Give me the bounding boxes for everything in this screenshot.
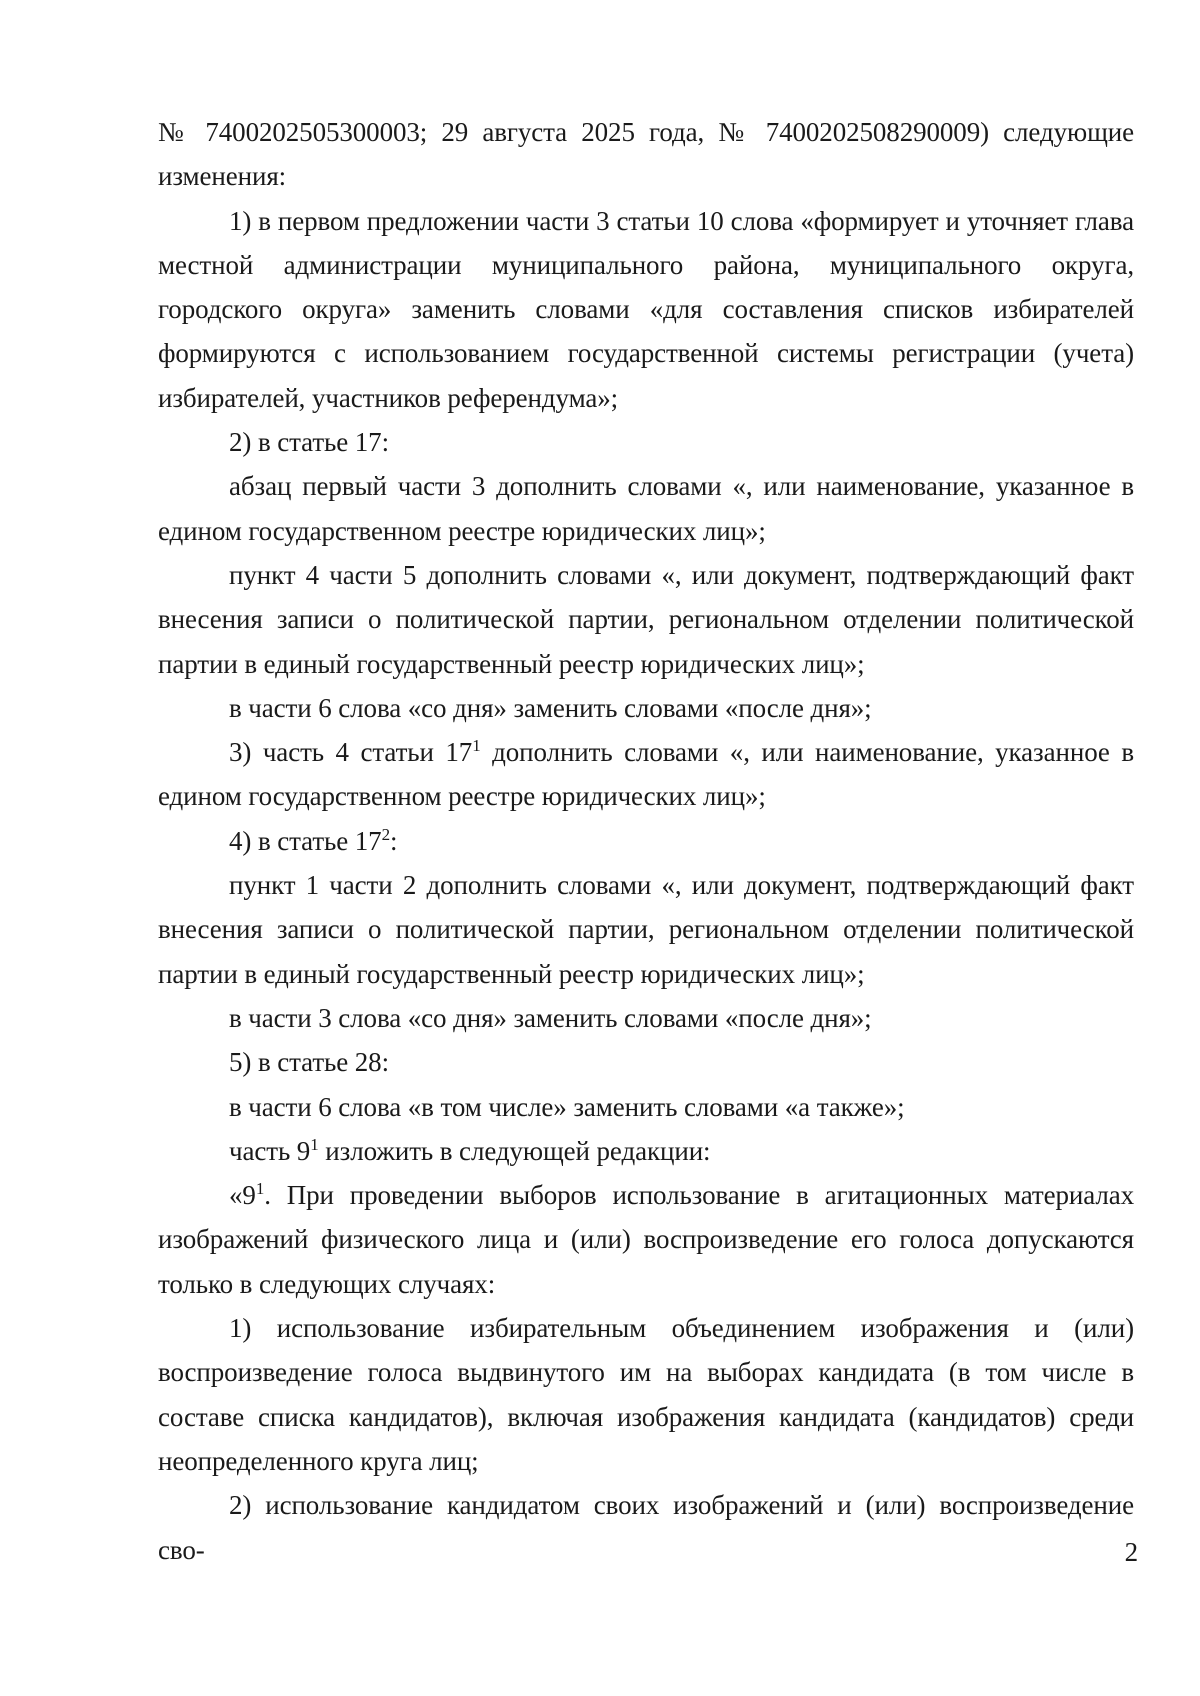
paragraph-6: в части 6 слова «со дня» заменить словами «после дня»; bbox=[229, 692, 872, 723]
paragraph-2: 1) в первом предложении части 3 статьи 10 слова «формирует и уточняет глава местной администрации муниципального района, муниципального округа, городского округа» заменить словами «для составления списков избирателей формируются с использованием государственной системы регистрации (учета) избирателей, участников референдума»; bbox=[158, 205, 1134, 413]
paragraph-8 bbox=[158, 819, 1134, 863]
paragraph-7 bbox=[158, 730, 1134, 819]
paragraph-7-text-before: 3) часть 4 статьи 17 bbox=[229, 737, 473, 768]
paragraph-15: 1) использование избирательным объединением изображения и (или) воспроизведение голоса выдвинутого им на выборах кандидата (в том числе в составе списка кандидатов), включая изображения кандидата (кандидатов) среди неопределенного круга лиц; bbox=[158, 1313, 1134, 1476]
paragraph-11: 5) в статье 28: bbox=[229, 1047, 389, 1078]
paragraph-14-superscript: 1 bbox=[255, 1179, 265, 1199]
paragraph-9: пункт 1 части 2 дополнить словами «, или документ, подтверждающий факт внесения записи о политической партии, региональном отделении политической партии в единый государственный реестр юридических лиц»; bbox=[158, 870, 1134, 989]
paragraph-5: пункт 4 части 5 дополнить словами «, или документ, подтверждающий факт внесения записи о политической партии, региональном отделении политической партии в единый государственный реестр юридических лиц»; bbox=[158, 559, 1134, 679]
document-body bbox=[158, 110, 1134, 1572]
page-number: 2 bbox=[1124, 1537, 1138, 1567]
paragraph-14-text-after: . При проведении выборов использование в агитационных материалах изображений физического лица и (или) воспроизведение его голоса допускаются только в следующих случаях: bbox=[158, 1180, 1134, 1299]
paragraph-4: абзац первый части 3 дополнить словами «, или наименование, указанное в едином государственном реестре юридических лиц»; bbox=[158, 471, 1134, 546]
paragraph-3: 2) в статье 17: bbox=[229, 427, 389, 458]
paragraph-12: в части 6 слова «в том числе» заменить словами «а также»; bbox=[229, 1091, 905, 1122]
paragraph-16: 2) использование кандидатом своих изображений и (или) воспроизведение сво- bbox=[158, 1490, 1134, 1565]
paragraph-7-superscript: 1 bbox=[472, 736, 481, 756]
paragraph-7-text-after: дополнить словами «, или наименование, указанное в едином государственном реестре юридических лиц»; bbox=[158, 737, 1134, 812]
paragraph-13-text-before: часть 9 bbox=[229, 1135, 311, 1166]
paragraph-8-superscript: 2 bbox=[381, 824, 390, 844]
paragraph-14 bbox=[158, 1173, 1134, 1306]
paragraph-13 bbox=[158, 1129, 1134, 1173]
paragraph-13-superscript: 1 bbox=[310, 1134, 319, 1154]
paragraph-8-text-before: 4) в статье 17 bbox=[229, 825, 382, 856]
paragraph-8-text-after: : bbox=[390, 825, 398, 856]
paragraph-13-text-after: изложить в следующей редакции: bbox=[318, 1135, 711, 1166]
paragraph-10: в части 3 слова «со дня» заменить словами «после дня»; bbox=[229, 1002, 872, 1033]
paragraph-14-text-before: «9 bbox=[229, 1180, 256, 1211]
paragraph-1: № 7400202505300003; 29 августа 2025 года, № 7400202508290009) следующие изменения: bbox=[158, 117, 1134, 192]
